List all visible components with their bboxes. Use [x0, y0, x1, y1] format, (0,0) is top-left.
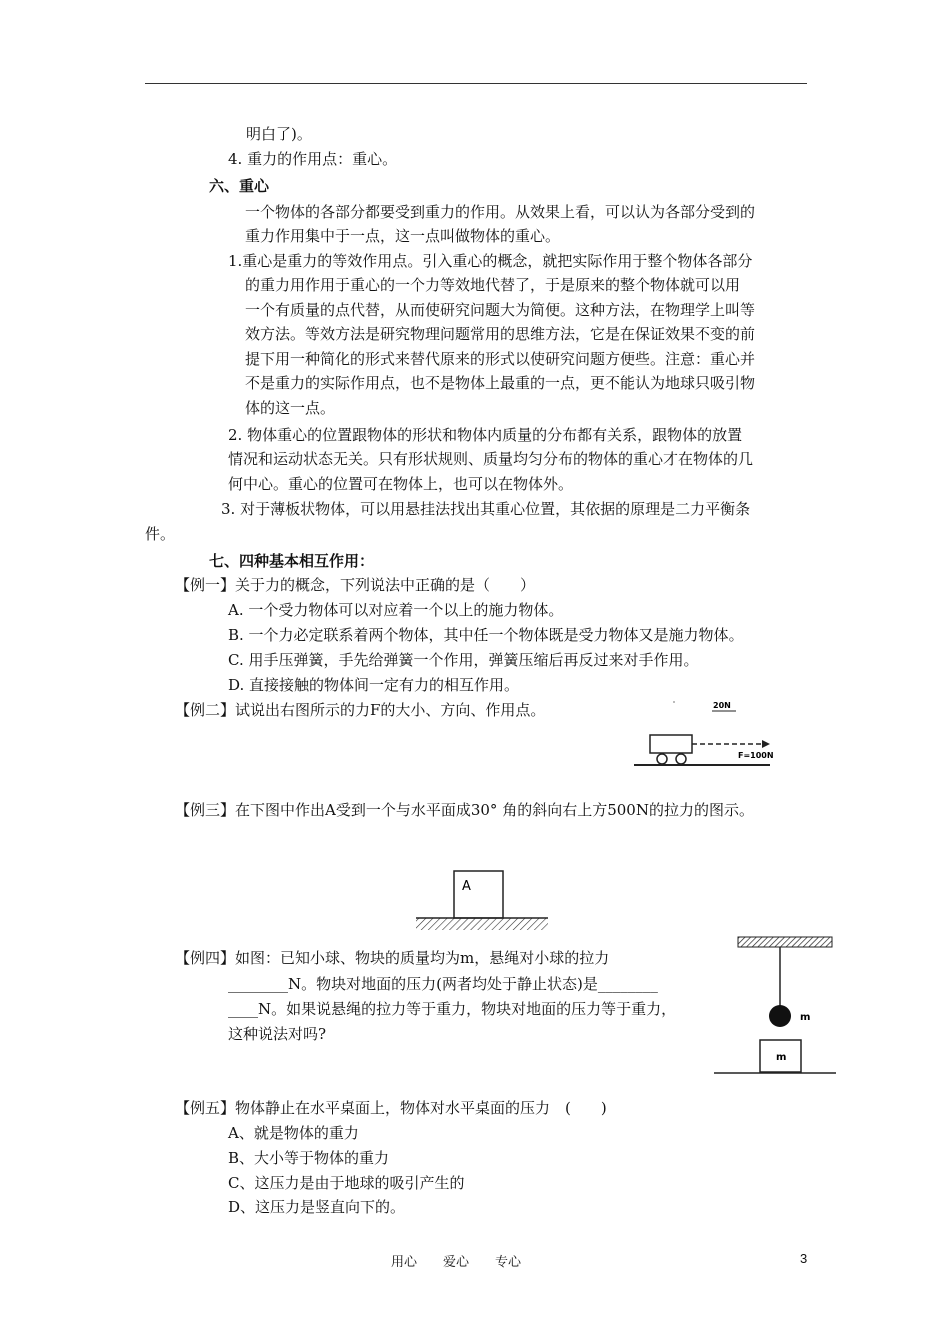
text-line: 一个物体的各部分都要受到重力的作用。从效果上看，可以认为各部分受到的 [245, 203, 756, 221]
text-line: 情况和运动状态无关。只有形状规则、质量均匀分布的物体的重心才在物体的几 [228, 450, 754, 468]
example-question: 【例三】在下图中作出A受到一个与水平面成30° 角的斜向右上方500N的拉力的图示。 [175, 801, 754, 819]
example-question: 【例一】关于力的概念，下列说法中正确的是（ ） [175, 576, 536, 594]
cart-scale-label: 20N [713, 701, 731, 710]
text-line: 何中心。重心的位置可在物体上，也可以在物体外。 [228, 475, 574, 493]
ground-hatch [416, 918, 548, 930]
text-line: 一个有质量的点代替，从而使研究问题大为简便。这种方法，在物理学上叫等 [245, 301, 756, 319]
text-line: 3. 对于薄板状物体，可以用悬挂法找出其重心位置，其依据的原理是二力平衡条 [221, 500, 751, 518]
option: B. 一个力必定联系着两个物体，其中任一个物体既是受力物体又是施力物体。 [228, 626, 744, 644]
example-question: 【例二】试说出右图所示的力F的大小、方向、作用点。 [175, 701, 546, 719]
option: A、就是物体的重力 [228, 1124, 359, 1142]
cart-body [650, 735, 692, 753]
option: C、这压力是由于地球的吸引产生的 [228, 1174, 465, 1192]
text-line: 不是重力的实际作用点，也不是物体上最重的一点，更不能认为地球只吸引物 [245, 374, 756, 392]
hanging-ball-figure [710, 932, 840, 1080]
text-line: 4. 重力的作用点：重心。 [228, 150, 398, 168]
cart-force-label: F=100N [738, 751, 774, 760]
example-question: 【例五】物体静止在水平桌面上，物体对水平桌面的压力 ( ) [175, 1099, 607, 1117]
cart-wheel [676, 754, 686, 764]
block-a-figure [412, 868, 552, 934]
text-line: 体的这一点。 [245, 399, 336, 417]
box-label: m [776, 1052, 787, 1063]
ball-label: m [800, 1012, 811, 1023]
section-heading: 七、四种基本相互作用： [209, 552, 375, 570]
cart-force-figure [630, 695, 775, 775]
text-line: 提下用一种简化的形式来替代原来的形式以使研究问题方便些。注意：重心并 [245, 350, 756, 368]
text-line: 2. 物体重心的位置跟物体的形状和物体内质量的分布都有关系，跟物体的放置 [228, 426, 743, 444]
option: C. 用手压弹簧，手先给弹簧一个作用，弹簧压缩后再反过来对手作用。 [228, 651, 699, 669]
text-line: 效方法。等效方法是研究物理问题常用的思维方法，它是在保证效果不变的前 [245, 325, 756, 343]
page-number: 3 [800, 1251, 808, 1266]
example-question: 【例四】如图：已知小球、物块的质量均为m，悬绳对小球的拉力 [175, 949, 610, 967]
text-line: 这种说法对吗? [228, 1025, 327, 1043]
arrow-head [762, 740, 770, 748]
text-line: 件。 [145, 525, 176, 543]
footer-motto: 用心 爱心 专心 [391, 1255, 522, 1270]
option: D、这压力是竖直向下的。 [228, 1198, 406, 1216]
text-line: ____N。如果说悬绳的拉力等于重力，物块对地面的压力等于重力， [228, 1000, 677, 1018]
text-line: 的重力用作用于重心的一个力等效地代替了，于是原来的整个物体就可以用 [245, 276, 741, 294]
block-a-label: A [462, 879, 471, 894]
text-line: 明白了)。 [246, 125, 312, 143]
text-line: 重力作用集中于一点，这一点叫做物体的重心。 [245, 227, 561, 245]
option: B、大小等于物体的重力 [228, 1149, 390, 1167]
section-heading: 六、重心 [209, 177, 270, 195]
ball [769, 1005, 791, 1027]
option: D. 直接接触的物体间一定有力的相互作用。 [228, 676, 520, 694]
text-line: 1.重心是重力的等效作用点。引入重心的概念，就把实际作用于整个物体各部分 [228, 252, 753, 270]
cart-wheel [657, 754, 667, 764]
option: A. 一个受力物体可以对应着一个以上的施力物体。 [228, 601, 564, 619]
ceiling [738, 937, 832, 947]
text-line: ________N。物块对地面的压力(两者均处于静止状态)是________ [228, 975, 658, 993]
header-rule [145, 83, 807, 84]
